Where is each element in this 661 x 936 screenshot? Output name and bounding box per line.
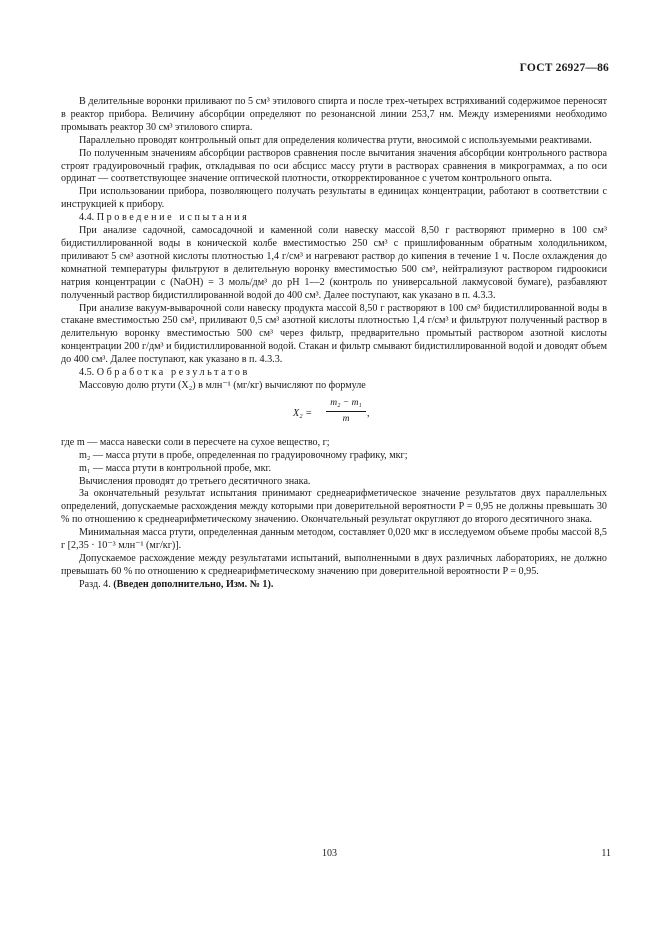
formula-numerator: m₂ − m₁: [330, 397, 362, 408]
section-title: Проведение испытания: [96, 212, 250, 224]
amendment-section: Разд. 4.: [79, 578, 111, 590]
standard-header: ГОСТ 26927—86: [519, 62, 609, 74]
paragraph-final-result: За окончательный результат испытания принимают среднеарифметическое значение результатов двух параллельных определений, допускаемые расхождения между которыми при доверительной вероятности P = 0,95 не должны превышать 30 % по отношению к среднеарифметическому значению. Окончательный результат округляют до второго десятичного знака.: [61, 488, 607, 526]
variable-definition-m1: m₁ — масса ртути в контрольной пробе, мкг.: [79, 462, 272, 474]
section-number: 4.4.: [79, 212, 95, 224]
paragraph-control-test: Параллельно проводят контрольный опыт для определения количества ртути, вносимой с используемыми реактивами.: [79, 134, 592, 146]
section-title: Обработка результатов: [96, 367, 250, 379]
formula-denominator: m: [342, 413, 350, 424]
section-heading-4-5: [61, 367, 607, 380]
paragraph-interlab-discrepancy: Допускаемое расхождение между результатами испытаний, выполненными в двух различных лабораториях, не должно превышать 60 % по отношению к среднеарифметическому значению при доверительной вероятности P = 0,95.: [61, 553, 607, 577]
paragraph-dividing-funnels: В делительные воронки приливают по 5 см³ этилового спирта и после трех-четырех встряхиваний содержимое переносят в реактор прибора. Величину абсорбции определяют по резонансной линии 253,7 нм. Между измерениями необходимо промывать реактор 30 см³ этилового спирта.: [61, 96, 607, 133]
paragraph-calc-precision: Вычисления проводят до третьего десятичного знака.: [79, 475, 311, 487]
formula-fraction: [326, 397, 366, 426]
formula-comma: ,: [367, 407, 370, 419]
amendment-text: (Введен дополнительно, Изм. № 1).: [113, 578, 274, 590]
fraction-bar: [326, 411, 366, 412]
variable-definition-m2: m₂ — масса ртути в пробе, определенная по градуировочному графику, мкг;: [79, 449, 408, 461]
document-body: [61, 96, 607, 592]
paragraph-formula-intro: Массовую долю ртути (X₂) в млн⁻¹ (мг/кг) вычисляют по формуле: [79, 379, 366, 391]
paragraph-salt-analysis: При анализе садочной, самосадочной и каменной соли навеску массой 8,50 г растворяют примерно в 100 см³ бидистиллированной воды в конической колбе вместимостью 250 см³ с пришлифованным обратным холодильником, приливают 5 см³ азотной кислоты плотностью 1,4 г/см³ и нагревают раствор до кипения в течение 1 ч. После охлаждения до комнатной температуры фильтруют в делительную воронку вместимостью 500 см³, нейтрализуют раствором гидроокиси натрия концентрации c (NaOH) = 3 моль/дм³ до pH 1—2 (контроль по универсальной лакмусовой бумаге), разбавляют полученный раствор бидистиллированной водой до 400 см³. Далее поступают, как указано в п. 4.3.3.: [61, 225, 607, 301]
formula-lhs: X₂ =: [293, 407, 313, 419]
mass-fraction-formula: [61, 395, 607, 435]
paragraph-calibration-graph: По полученным значениям абсорбции растворов сравнения после вычитания значения абсорбции контрольного раствора строят градуировочный график, откладывая по оси абсцисс массу ртути в растворах сравнения в микрограммах, а по оси ординат — соответствующее значение оптической плотности, откорректированное с учетом контрольного опыта.: [61, 147, 607, 185]
section-heading-4-4: [61, 212, 607, 225]
paragraph-vacuum-salt-analysis: При анализе вакуум-выварочной соли навеску продукта массой 8,50 г растворяют в 100 см³ бидистиллированной воды в стакане вместимостью 250 см³, приливают 0,5 см³ азотной кислоты плотностью 1,4 г/см³ и фильтруют полученный раствор в делительную воронку вместимостью 500 см³ через фильтр, предварительно промытый раствором азотной кислоты концентрации 200 г/дм³ и бидистиллированной водой. Стакан и фильтр смывают бидистиллированной водой и доводят объем до 400 см³. Далее поступают, как указано в п. 4.3.3.: [61, 302, 607, 366]
section-number: 4.5.: [79, 367, 95, 379]
sheet-number: 11: [601, 848, 611, 859]
variable-definition-m: где m — масса навески соли в пересчете на сухое вещество, г;: [61, 436, 330, 448]
page-number: 103: [322, 848, 337, 859]
paragraph-device-units: При использовании прибора, позволяющего получать результаты в единицах концентрации, работают в соответствии с инструкцией к прибору.: [61, 186, 607, 211]
paragraph-minimum-mass: Минимальная масса ртути, определенная данным методом, составляет 0,020 мкг в исследуемом объеме пробы массой 8,5 г [2,35 · 10⁻³ млн⁻¹ (мг/кг)].: [61, 527, 607, 552]
paragraph-amendment-note: [61, 579, 607, 592]
